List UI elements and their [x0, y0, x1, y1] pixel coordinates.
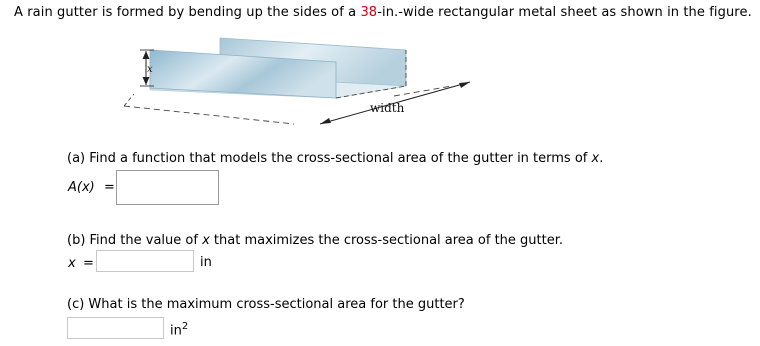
- part-b-question: (b) Find the value of x that maximizes the cross-sectional area of the gutter.: [67, 233, 563, 248]
- part-b-unit: in: [200, 255, 212, 270]
- part-b-var: x: [202, 233, 210, 248]
- part-c-answer-input[interactable]: [67, 317, 164, 339]
- intro-text-after: -in.-wide rectangular metal sheet as shown in the figure.: [377, 5, 752, 20]
- part-b-equals: =: [83, 256, 94, 271]
- part-c-unit-exponent: 2: [181, 321, 189, 332]
- part-a-var: x: [591, 151, 600, 166]
- width-label: width: [370, 101, 405, 115]
- part-c-unit: $in^2$: [170, 321, 189, 339]
- part-a-answer-label: A(x): [68, 180, 95, 195]
- intro-text-before: A rain gutter is formed by bending up the sides of a: [14, 5, 361, 20]
- sheet-width-value: 38: [360, 5, 378, 20]
- problem-intro: [14, 5, 752, 20]
- part-a-question: (a) Find a function that models the cross-sectional area of the gutter in terms of x.: [67, 151, 604, 166]
- part-a-equals: =: [104, 180, 115, 195]
- part-a-answer-input[interactable]: [116, 170, 219, 205]
- gutter-figure: [124, 28, 474, 138]
- x-label: x: [147, 64, 153, 75]
- part-b-answer-input[interactable]: [96, 250, 194, 272]
- part-c-question: (c) What is the maximum cross-sectional area for the gutter?: [67, 297, 465, 312]
- part-b-answer-label: x: [68, 256, 76, 271]
